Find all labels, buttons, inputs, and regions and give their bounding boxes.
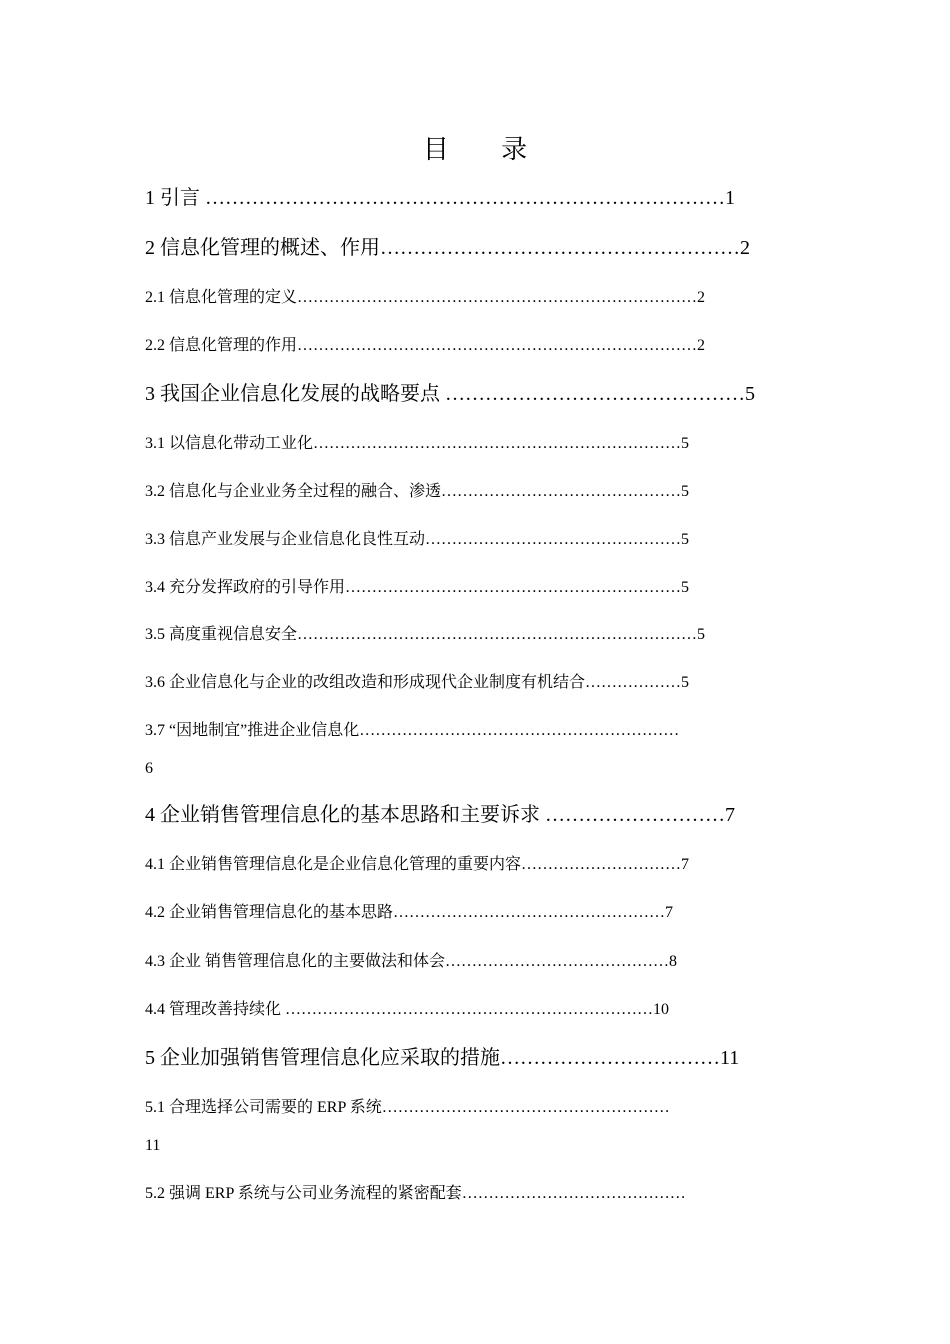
toc-entry-4-1[interactable] (145, 851, 689, 879)
toc-leader-dots: ………………………… (521, 856, 682, 873)
toc-entry-text: 4.2 企业销售管理信息化的基本思路 (145, 904, 394, 921)
toc-entry-text: 1 引言 (145, 187, 205, 209)
toc-page-number: 2 (697, 337, 706, 354)
toc-entry-4-3[interactable] (145, 948, 677, 976)
toc-leader-dots: …………………………………………… (393, 904, 666, 921)
toc-entry-4-2[interactable] (145, 899, 673, 927)
toc-leader-dots: ……………………………………………………… (345, 579, 682, 596)
toc-entry-text: 3.1 以信息化带动工业化 (145, 435, 314, 452)
toc-page-number: 11 (145, 1137, 161, 1154)
toc-page-number: 5 (697, 626, 706, 643)
toc-entry-text: 4.4 管理改善持续化 (145, 1001, 286, 1018)
toc-entry-text: 2.1 信息化管理的定义 (145, 289, 298, 306)
toc-page-number: 5 (745, 383, 755, 405)
toc-page-number: 5 (681, 435, 690, 452)
toc-leader-dots: …………………………… (500, 1047, 720, 1069)
toc-entry-text: 3.6 企业信息化与企业的改组改造和形成现代企业制度有机结合 (145, 674, 586, 691)
toc-entry-3-6[interactable] (145, 669, 689, 697)
toc-leader-dots: ……………………… (545, 804, 725, 826)
toc-leader-dots: …………………………………………………… (359, 722, 680, 739)
toc-leader-dots: …………………………………… (461, 1185, 686, 1202)
toc-page-number: 5 (681, 483, 690, 500)
toc-page-number: 5 (681, 579, 690, 596)
toc-entry-text: 5.2 强调 ERP 系统与公司业务流程的紧密配套 (145, 1185, 462, 1202)
toc-entry-text: 5.1 合理选择公司需要的 ERP 系统 (145, 1099, 382, 1116)
toc-leader-dots: …………………………………… (445, 953, 670, 970)
toc-entry-3-4[interactable] (145, 574, 689, 602)
toc-entry-text: 4.1 企业销售管理信息化是企业信息化管理的重要内容 (145, 856, 522, 873)
toc-page-number: 7 (725, 804, 735, 826)
toc-page-number: 7 (665, 904, 674, 921)
toc-page-number: 1 (725, 187, 735, 209)
toc-leader-dots: …………………………………………………………………… (205, 187, 725, 209)
toc-page-number: 7 (681, 856, 690, 873)
toc-entry-5[interactable] (145, 1044, 739, 1072)
toc-leader-dots: ……………………………………… (445, 383, 745, 405)
toc-entry-2-1[interactable] (145, 284, 705, 312)
toc-entry-3[interactable] (145, 380, 755, 408)
toc-entry-text: 3.2 信息化与企业业务全过程的融合、渗透 (145, 483, 442, 500)
toc-page-number: 11 (720, 1047, 740, 1069)
toc-entry-3-7[interactable] (145, 717, 679, 745)
toc-entry-3-1[interactable] (145, 430, 689, 458)
toc-entry-4-4[interactable] (145, 996, 669, 1024)
toc-page-number: 5 (681, 674, 690, 691)
toc-entry-5-2[interactable] (145, 1180, 686, 1208)
toc-entry-text: 4.3 企业 销售管理信息化的主要做法和体会 (145, 953, 446, 970)
toc-leader-dots: ……………… (585, 674, 682, 691)
toc-entry-text: 2.2 信息化管理的作用 (145, 337, 298, 354)
toc-entry-1[interactable] (145, 184, 735, 212)
toc-entry-text: 3.4 充分发挥政府的引导作用 (145, 579, 346, 596)
toc-leader-dots: ………………………………………………………………… (297, 337, 698, 354)
toc-entry-4[interactable] (145, 801, 735, 829)
toc-entry-3-3[interactable] (145, 526, 689, 554)
toc-entry-2-2[interactable] (145, 332, 705, 360)
toc-entry-3-2[interactable] (145, 478, 689, 506)
toc-entry-5-1[interactable] (145, 1094, 670, 1122)
toc-entry-text: 3.7 “因地制宜”推进企业信息化 (145, 722, 360, 739)
toc-page-number: 6 (145, 760, 153, 777)
toc-page-number: 10 (653, 1001, 670, 1018)
toc-title: 目 录 (422, 135, 550, 165)
toc-leader-dots: ………………………………………… (425, 531, 682, 548)
toc-leader-dots: ………………………………………………………………… (297, 626, 698, 643)
toc-page-number: 2 (740, 237, 750, 259)
toc-entry-2[interactable] (145, 234, 750, 262)
toc-leader-dots: …………………………………………………………… (285, 1001, 654, 1018)
toc-entry-text: 5 企业加强销售管理信息化应采取的措施 (145, 1047, 500, 1069)
toc-page-number: 5 (681, 531, 690, 548)
toc-entry-text: 4 企业销售管理信息化的基本思路和主要诉求 (145, 804, 545, 826)
toc-entry-3-5[interactable] (145, 621, 705, 649)
toc-leader-dots: ………………………………………………………………… (297, 289, 698, 306)
toc-page-number: 2 (697, 289, 706, 306)
toc-entry-text: 3.3 信息产业发展与企业信息化良性互动 (145, 531, 426, 548)
toc-entry-text: 3.5 高度重视信息安全 (145, 626, 298, 643)
toc-entry-text: 2 信息化管理的概述、作用 (145, 237, 380, 259)
toc-entry-text: 3 我国企业信息化发展的战略要点 (145, 383, 445, 405)
toc-leader-dots: ……………………………………………… (380, 237, 740, 259)
toc-leader-dots: …………………………………………………………… (313, 435, 682, 452)
toc-page-number: 8 (669, 953, 678, 970)
toc-leader-dots: ……………………………………… (441, 483, 682, 500)
toc-leader-dots: ……………………………………………… (381, 1099, 670, 1116)
